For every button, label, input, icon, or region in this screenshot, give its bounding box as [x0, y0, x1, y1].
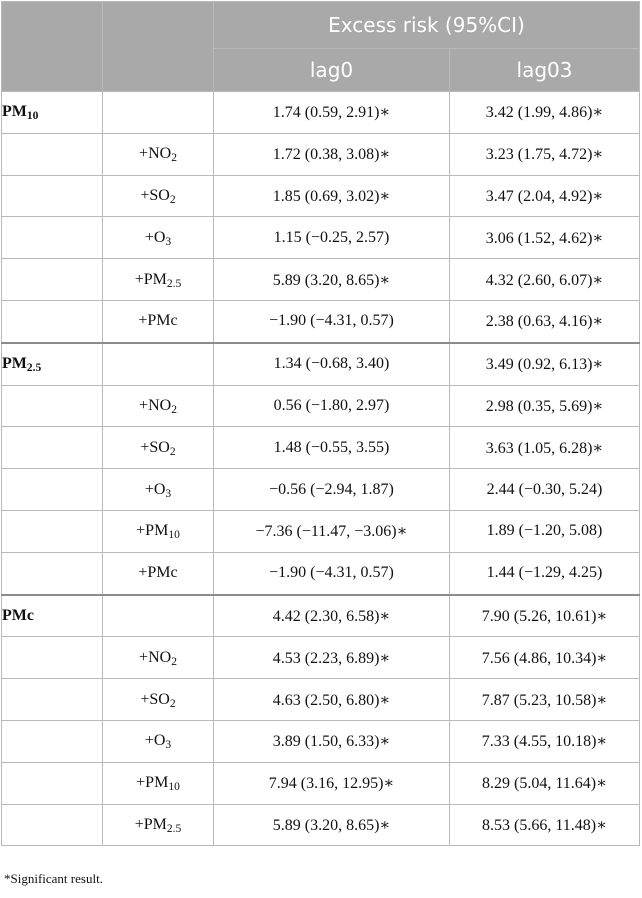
lag03-cell-text: 3.06 (1.52, 4.62)∗ [485, 229, 604, 247]
adjustment-cell [103, 217, 214, 259]
pollutant-cell-subscript: 10 [26, 110, 39, 123]
lag03-cell-text: 2.44 (−0.30, 5.24) [486, 480, 603, 498]
lag03-cell-text: 4.32 (2.60, 6.07)∗ [485, 271, 604, 289]
pollutant-cell [2, 300, 103, 342]
table-row [2, 637, 640, 679]
table-row [2, 92, 640, 134]
adjustment-cell [103, 720, 214, 762]
lag0-cell [214, 510, 450, 552]
adjustment-cell-subscript: 3 [165, 487, 172, 500]
pollutant-cell [2, 762, 103, 804]
lag03-cell-text: 7.87 (5.23, 10.58)∗ [481, 691, 608, 709]
adjustment-cell-subscript: 2.5 [166, 823, 182, 836]
pollutant-cell [2, 217, 103, 259]
lag03-cell-text: 2.98 (0.35, 5.69)∗ [485, 397, 604, 415]
lag0-cell [214, 300, 450, 342]
adjustment-cell-text: +PMc [138, 564, 178, 582]
pollutant-cell [2, 385, 103, 427]
adjustment-cell-text: +SO [140, 690, 170, 708]
adjustment-cell-subscript: 2 [171, 655, 177, 668]
lag0-cell-text: 1.15 (−0.25, 2.57) [273, 228, 390, 246]
lag03-cell-text: 7.90 (5.26, 10.61)∗ [481, 607, 608, 625]
pollutant-cell [2, 259, 103, 301]
pollutant-cell-text: PM [2, 355, 27, 373]
table-row [2, 259, 640, 301]
lag03-cell [450, 762, 640, 804]
adjustment-cell [103, 133, 214, 175]
lag0-cell [214, 637, 450, 679]
adjustment-cell [103, 92, 214, 134]
lag0-cell [214, 679, 450, 721]
lag03-cell [450, 300, 640, 342]
lag03-cell [450, 552, 640, 594]
pollutant-cell [2, 427, 103, 469]
adjustment-cell-text: +PM [136, 774, 169, 792]
adjustment-cell-text: +NO [139, 648, 172, 666]
adjustment-cell-subscript: 3 [165, 236, 172, 248]
pollutant-cell [2, 720, 103, 762]
lag03-cell-text: 2.38 (0.63, 4.16)∗ [485, 313, 604, 331]
adjustment-cell [103, 300, 214, 342]
adjustment-cell-subscript: 2 [171, 152, 177, 165]
pollutant-cell [2, 510, 103, 552]
table-row [2, 510, 640, 552]
pollutant-cell [2, 175, 103, 217]
lag0-cell-text: 1.34 (−0.68, 3.40) [273, 355, 390, 373]
table-row [2, 804, 640, 846]
adjustment-cell [103, 552, 214, 594]
lag0-cell [214, 595, 450, 637]
adjustment-cell [103, 385, 214, 427]
adjustment-cell [103, 804, 214, 846]
lag0-cell-text: 4.63 (2.50, 6.80)∗ [272, 691, 391, 709]
lag0-cell [214, 720, 450, 762]
pollutant-cell [2, 469, 103, 511]
table-row [2, 300, 640, 342]
lag03-cell [450, 720, 640, 762]
table-row [2, 133, 640, 175]
header-excess-risk: Excess risk (95%CI) [214, 2, 640, 49]
pollutant-cell [2, 343, 103, 385]
lag0-cell [214, 427, 450, 469]
table-row [2, 552, 640, 594]
pollutant-cell [2, 637, 103, 679]
pollutant-cell [2, 552, 103, 594]
table-row [2, 175, 640, 217]
pollutant-cell [2, 595, 103, 637]
lag0-cell [214, 385, 450, 427]
adjustment-cell [103, 469, 214, 511]
adjustment-cell-subscript: 2 [169, 194, 176, 207]
adjustment-cell-text: +SO [140, 186, 170, 204]
pollutant-cell [2, 92, 103, 134]
pollutant-cell-subscript: 2.5 [26, 362, 42, 375]
lag03-cell-text: 1.44 (−1.29, 4.25) [486, 564, 603, 582]
adjustment-cell [103, 175, 214, 217]
lag0-cell-text: −1.90 (−4.31, 0.57) [269, 312, 394, 330]
lag03-cell [450, 679, 640, 721]
lag0-cell-text: 3.89 (1.50, 6.33)∗ [272, 733, 391, 751]
table-header [2, 2, 640, 92]
lag0-cell [214, 259, 450, 301]
lag0-cell-text: 1.48 (−0.55, 3.55) [273, 438, 390, 456]
lag0-cell-text: 5.89 (3.20, 8.65)∗ [272, 816, 391, 834]
lag03-cell [450, 385, 640, 427]
adjustment-cell-text: +PM [136, 522, 169, 540]
adjustment-cell-subscript: 10 [168, 529, 180, 542]
adjustment-cell-subscript: 2 [169, 697, 176, 710]
pollutant-cell [2, 679, 103, 721]
adjustment-cell-subscript: 2.5 [166, 277, 182, 290]
lag0-cell-text: 5.89 (3.20, 8.65)∗ [272, 271, 391, 289]
lag0-cell-text: 1.72 (0.38, 3.08)∗ [272, 146, 391, 164]
lag0-cell-text: −7.36 (−11.47, −3.06)∗ [255, 523, 408, 541]
adjustment-cell-text: +NO [139, 396, 172, 414]
adjustment-cell-text: +SO [140, 438, 170, 456]
table-row [2, 217, 640, 259]
table-row [2, 595, 640, 637]
adjustment-cell-subscript: 10 [168, 781, 180, 794]
adjustment-cell-text: +PM [134, 270, 167, 288]
lag03-cell [450, 595, 640, 637]
adjustment-cell-subscript: 2 [169, 445, 176, 458]
lag0-cell [214, 804, 450, 846]
pollutant-cell [2, 133, 103, 175]
table-row [2, 469, 640, 511]
lag0-cell [214, 175, 450, 217]
adjustment-cell [103, 595, 214, 637]
lag0-cell-text: 4.53 (2.23, 6.89)∗ [272, 649, 391, 667]
lag0-cell [214, 552, 450, 594]
lag0-cell [214, 217, 450, 259]
pollutant-cell-text: PMc [2, 606, 34, 624]
lag03-cell-text: 3.49 (0.92, 6.13)∗ [485, 356, 604, 374]
lag0-cell [214, 133, 450, 175]
lag0-cell-text: 0.56 (−1.80, 2.97) [273, 396, 390, 414]
lag03-cell-text: 7.33 (4.55, 10.18)∗ [481, 733, 608, 751]
lag03-cell-text: 8.53 (5.66, 11.48)∗ [482, 816, 607, 834]
lag03-cell-text: 7.56 (4.86, 10.34)∗ [481, 649, 608, 667]
lag0-cell-text: 1.85 (0.69, 3.02)∗ [272, 187, 391, 205]
table-row [2, 385, 640, 427]
lag03-cell [450, 510, 640, 552]
lag03-cell [450, 175, 640, 217]
table-body [2, 92, 640, 846]
lag0-cell [214, 762, 450, 804]
lag03-cell [450, 133, 640, 175]
lag03-cell [450, 343, 640, 385]
lag03-cell-text: 1.89 (−1.20, 5.08) [486, 522, 603, 540]
lag0-cell [214, 343, 450, 385]
lag03-cell [450, 259, 640, 301]
adjustment-cell-text: +O [144, 480, 166, 498]
adjustment-cell-text: +NO [139, 145, 172, 163]
adjustment-cell-subscript: 2 [171, 404, 177, 417]
adjustment-cell [103, 343, 214, 385]
adjustment-cell [103, 427, 214, 469]
lag03-cell [450, 427, 640, 469]
lag0-cell-text: −1.90 (−4.31, 0.57) [269, 564, 394, 582]
table-row [2, 762, 640, 804]
lag03-cell [450, 469, 640, 511]
adjustment-cell [103, 510, 214, 552]
lag0-cell-text: 7.94 (3.16, 12.95)∗ [268, 775, 395, 793]
lag0-cell [214, 92, 450, 134]
adjustment-cell [103, 259, 214, 301]
table-row [2, 720, 640, 762]
pollutant-cell [2, 804, 103, 846]
adjustment-cell [103, 762, 214, 804]
table-row [2, 427, 640, 469]
adjustment-cell-text: +O [144, 228, 166, 246]
lag0-cell-text: −0.56 (−2.94, 1.87) [269, 480, 394, 498]
adjustment-cell-subscript: 3 [165, 739, 172, 752]
lag03-cell-text: 8.29 (5.04, 11.64)∗ [482, 775, 607, 793]
lag03-cell-text: 3.23 (1.75, 4.72)∗ [485, 146, 604, 164]
header-blank-adjustment [103, 2, 214, 92]
adjustment-cell [103, 679, 214, 721]
lag03-cell-text: 3.42 (1.99, 4.86)∗ [485, 104, 604, 122]
table-row [2, 343, 640, 385]
lag03-cell [450, 637, 640, 679]
lag03-cell [450, 92, 640, 134]
lag0-cell-text: 1.74 (0.59, 2.91)∗ [272, 104, 391, 122]
header-blank-pollutant [2, 2, 103, 92]
adjustment-cell-text: +PM [134, 815, 167, 833]
adjustment-cell-text: +O [144, 732, 166, 750]
excess-risk-table [1, 1, 640, 846]
lag03-cell-text: 3.47 (2.04, 4.92)∗ [485, 187, 604, 205]
pollutant-cell-text: PM [2, 103, 27, 121]
header-lag0: lag0 [214, 49, 450, 92]
header-lag03: lag03 [450, 49, 640, 92]
lag03-cell [450, 804, 640, 846]
table-row [2, 679, 640, 721]
lag03-cell [450, 217, 640, 259]
lag0-cell-text: 4.42 (2.30, 6.58)∗ [272, 607, 391, 625]
footnote: *Significant result. [4, 871, 103, 886]
lag0-cell [214, 469, 450, 511]
lag03-cell-text: 3.63 (1.05, 6.28)∗ [485, 439, 604, 457]
adjustment-cell [103, 637, 214, 679]
adjustment-cell-text: +PMc [138, 312, 178, 330]
